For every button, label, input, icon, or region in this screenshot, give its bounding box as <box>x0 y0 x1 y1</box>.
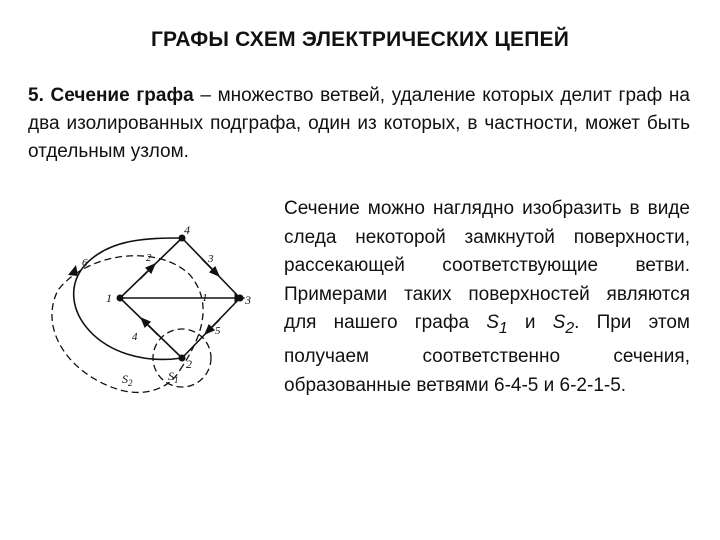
branch-label-5: 5 <box>215 325 221 337</box>
explanation-text-2: и <box>507 312 553 333</box>
branch-label-6: 6 <box>82 257 88 269</box>
explanation-paragraph <box>284 195 690 400</box>
surface-symbol-s1: $S_1$ <box>486 312 508 337</box>
page-title: ГРАФЫ СХЕМ ЭЛЕКТРИЧЕСКИХ ЦЕПЕЙ <box>150 28 570 51</box>
node-1 <box>117 295 124 302</box>
branch-label-2: 2 <box>146 252 152 264</box>
branch-label-3: 3 <box>208 253 214 265</box>
branch-6-arrow <box>68 265 78 276</box>
branch-label-4: 4 <box>132 331 138 343</box>
node-label-4: 4 <box>184 223 190 237</box>
surface-label-s1: $S_1$ <box>168 369 179 385</box>
explanation-text-3: . При этом получаем соответственно сечения, образованные ветвями 6-4-5 и 6-2-1-5. <box>284 312 690 396</box>
node-label-2: 2 <box>186 357 192 371</box>
definition-paragraph <box>28 82 690 166</box>
explanation-text-1: Сечение можно наглядно изобразить в виде следа некоторой замкнутой поверхности, рассекающей соответствующие ветви. Примерами таких поверхностей являются для нашего графа <box>284 198 690 333</box>
surface-label-s2: $S_2$ <box>122 372 133 388</box>
node-3 <box>237 295 244 302</box>
circuit-graph-diagram <box>40 220 280 410</box>
definition-term: 5. Сечение графа <box>28 85 194 106</box>
node-label-3: 3 <box>245 293 251 307</box>
node-2 <box>179 355 186 362</box>
definition-text: – множество ветвей, удаление которых делит граф на два изолированных подграфа, один из которых, в частности, может быть отдельным узлом. <box>28 85 690 162</box>
surface-symbol-s2: $S_2$ <box>552 312 575 337</box>
branch-label-1: 1 <box>202 292 208 304</box>
node-label-1: 1 <box>106 291 112 305</box>
